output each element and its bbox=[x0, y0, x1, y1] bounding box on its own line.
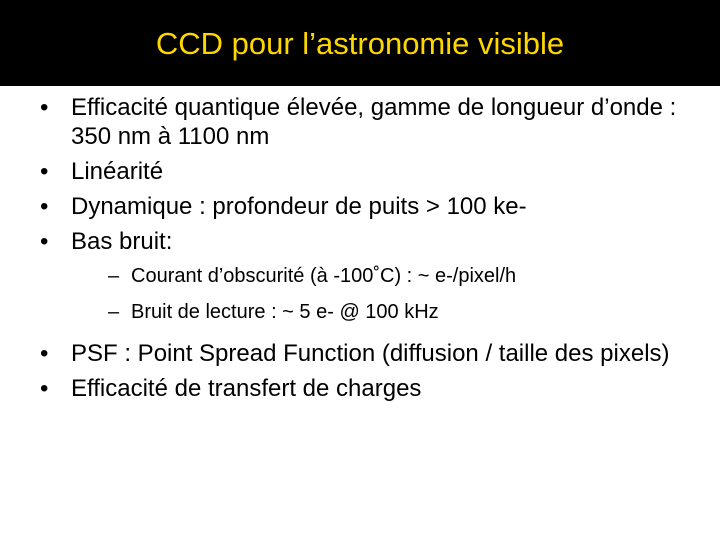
dash-icon: – bbox=[108, 301, 120, 323]
bullet-quantum-efficiency bbox=[40, 93, 700, 151]
bullet-list bbox=[40, 93, 700, 409]
bullet-text: Efficacité de transfert de charges bbox=[71, 375, 422, 402]
bullet-text: Dynamique : profondeur de puits > 100 ke- bbox=[71, 193, 527, 220]
slide-title: CCD pour l’astronomie visible bbox=[155, 26, 565, 61]
bullet-dynamic-range bbox=[40, 192, 700, 221]
bullet-linearity bbox=[40, 157, 700, 186]
bullet-dot-icon: • bbox=[40, 193, 49, 220]
bullet-psf bbox=[40, 339, 700, 368]
sub-bullet-dark-current bbox=[108, 264, 700, 289]
bullet-text: Linéarité bbox=[71, 158, 164, 185]
bullet-dot-icon: • bbox=[40, 94, 49, 121]
sub-bullet-read-noise bbox=[108, 300, 700, 325]
sub-bullet-text: Courant d’obscurité (à -100˚C) : ~ e-/pixel/h bbox=[131, 265, 517, 287]
bullet-dot-icon: • bbox=[40, 375, 49, 402]
dash-icon: – bbox=[108, 265, 120, 287]
bullet-text: PSF : Point Spread Function (diffusion / taille des pixels) bbox=[71, 340, 670, 367]
bullet-dot-icon: • bbox=[40, 340, 49, 367]
bullet-dot-icon: • bbox=[40, 228, 49, 255]
sub-bullet-text: Bruit de lecture : ~ 5 e- @ 100 kHz bbox=[131, 301, 439, 323]
bullet-transfer-efficiency bbox=[40, 374, 700, 403]
bullet-dot-icon: • bbox=[40, 158, 49, 185]
title-bar bbox=[0, 0, 720, 86]
bullet-text: Efficacité quantique élevée, gamme de longueur d’onde : 350 nm à 1100 nm bbox=[71, 94, 677, 150]
sub-bullet-list bbox=[71, 264, 700, 325]
bullet-low-noise bbox=[40, 227, 700, 325]
bullet-text: Bas bruit: bbox=[71, 228, 173, 255]
